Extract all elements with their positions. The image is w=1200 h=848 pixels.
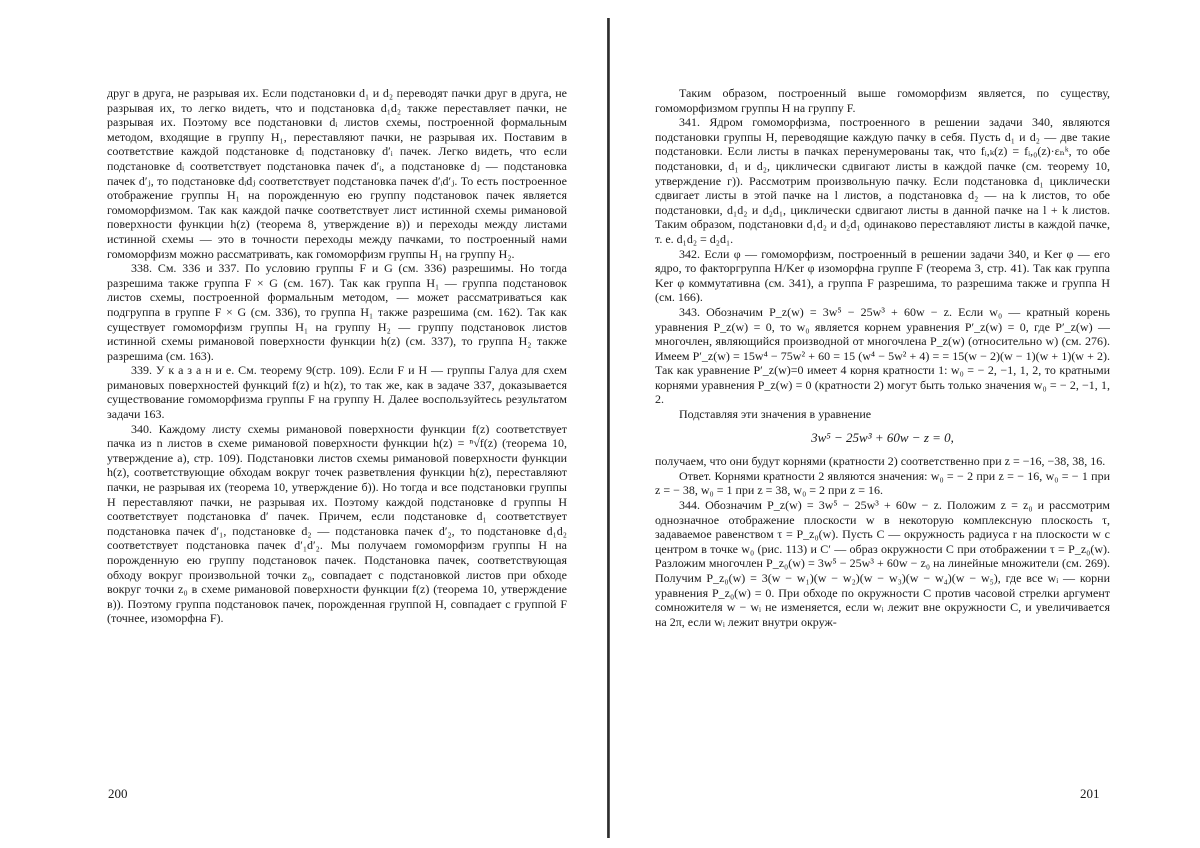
right-page-paragraph: Таким образом, построенный выше гомоморфизм является, по существу, гомоморфизмом группы H на группу F.: [655, 86, 1110, 115]
right-page: [655, 86, 1110, 826]
left-page-paragraph: 340. Каждому листу схемы римановой поверхности функции f(z) соответствует пачка из n листов в схеме римановой поверхности функции h(z) = ⁿ√f(z) (теорема 10, утверждение а), стр. 109). Подстановки листов схемы римановой поверхности функции h(z), соответствующие обходам вокруг точек разветвления функции h(z), переставляют пачки, не разрывая их (теорема 10, утверждение б)). Но тогда и все подстановки группы H переставляют пачки, не разрывая их. Поэтому каждой подстановке d группы H соответствует подстановка d′ пачек. Причем, если подстановке d₁ соответствует подстановка пачек d′₁, подстановке d₂ — подстановка пачек d′₂, то подстановке d₁d₂ соответствует подстановка пачек d′₁d′₂. Мы получаем гомоморфизм группы H на порожденную ею группу подстановок пачек. Подстановка пачек, соответствующая обходу вокруг произвольной точки z₀, совпадает с подстановкой листов при обходе вокруг точки z₀ в схеме римановой поверхности функции f(z) (теорема 10, утверждение в)). Поэтому группа подстановок пачек, порожденная группой H, совпадает с группой F (точнее, изоморфна F).: [107, 421, 567, 626]
right-page-paragraph: 342. Если φ — гомоморфизм, построенный в решении задачи 340, и Ker φ — его ядро, то факторгруппа H/Ker φ изоморфна группе F (теорема 3, стр. 41). Так как группа Ker φ коммутативна (см. 341), а группа F разрешима, то разрешима также и группа H (см. 166).: [655, 246, 1110, 305]
right-page-paragraph: 343. Обозначим P_z(w) = 3w⁵ − 25w³ + 60w − z. Если w₀ — кратный корень уравнения P_z(w) = 0, то w₀ является корнем уравнения P′_z(w) = 0, где P′_z(w) — многочлен, являющийся производной от многочлена P_z(w) (относительно w) (см. 276). Имеем P′_z(w) = 15w⁴ − 75w² + 60 = 15 (w⁴ − 5w² + 4) = = 15(w − 2)(w − 1)(w + 1)(w + 2). Так как уравнение P′_z(w)=0 имеет 4 корня кратности 1: w₀ = − 2, −1, 1, 2, то кратными корнями уравнения P_z(w) = 0 (кратности 2) могут быть только значения w₀ = − 2, −1, 1, 2.: [655, 304, 1110, 407]
left-page: [107, 86, 567, 826]
right-page-number: 201: [1080, 786, 1100, 801]
right-page-paragraph: Ответ. Корнями кратности 2 являются значения: w₀ = − 2 при z = − 16, w₀ = − 1 при z = − 38, w₀ = 1 при z = 38, w₀ = 2 при z = 16.: [655, 468, 1110, 498]
right-page-paragraph: получаем, что они будут корнями (кратности 2) соответственно при z = −16, −38, 38, 16.: [655, 454, 1106, 469]
left-page-paragraph: 338. См. 336 и 337. По условию группы F и G (см. 336) разрешимы. Но тогда разрешима также группа F × G (см. 167). Так как группа H₁ — группа подстановок листов схемы, построенной формальным методом, — может рассматриваться как подгруппа в группе F × G (см. 336), то группа H₁ также разрешима (см. 162). Так как существует гомоморфизм группы H₁ на группу H₂ — группу подстановок листов истинной схемы римановой поверхности функции h(z) (см. 337), то группа H₂ также разрешима (см. 163).: [107, 261, 567, 363]
right-page-paragraph: 3w⁵ − 25w³ + 60w − z = 0,: [811, 429, 954, 445]
left-page-paragraph: 339. У к а з а н и е. См. теорему 9(стр. 109). Если F и H — группы Галуа для схем римановых поверхностей функций f(z) и h(z), то так же, как в задаче 337, доказывается существование гомоморфизма группы F на группу H. Далее воспользуйтесь результатом задачи 163.: [107, 363, 567, 422]
book-gutter: [607, 18, 610, 838]
left-page-paragraph: друг в друга, не разрывая их. Если подстановки d₁ и d₂ переводят пачки друг в друга, не разрывая их, то легко видеть, что и подстановка d₁d₂ также переставляет пачки, не разрывая их. Поэтому все подстановки dᵢ листов схемы, построенной формальным методом, входящие в группу H₁, переставляют пачки, не разрывая их. Поставим в соответствие каждой подстановке dᵢ подстановку d′ᵢ пачек. Легко видеть, что если подстановке dᵢ соответствует подстановка пачек d′ᵢ, а подстановке dⱼ — подстановка пачек d′ⱼ, то подстановке dᵢdⱼ соответствует подстановка пачек d′ᵢd′ⱼ. То есть построенное отображение группы H₁ на порожденную ею группу подстановок пачек является гомоморфизмом. Так как каждой пачке соответствует лист истинной схемы римановой поверхности функции h(z) (теорема 8, утверждение в)) и переходы между листами истинной схемы — это в точности переходы между пачками, то построенный нами гомоморфизм можно рассматривать, как гомоморфизм группы H₁ на группу H₂.: [107, 86, 567, 261]
right-page-paragraph: 341. Ядром гомоморфизма, построенного в решении задачи 340, являются подстановки группы H, переводящие каждую пачку в себя. Пусть d₁ и d₂ — две такие подстановки. Если листы в пачках перенумерованы так, что fᵢ,ₖ(z) = fᵢ,₀(z)·εₙᵏ, то обе подстановки, d₁ и d₂, циклически сдвигают листы в каждой пачке (см. теорему 10, утверждение г)). Рассмотрим произвольную пачку. Если подстановка d₁ циклически сдвигает листы в этой пачке на l листов, а подстановка d₂ — на k листов, то обе подстановки, d₁d₂ и d₂d₁, циклически сдвигают листы в данной пачке на l + k листов. Таким образом, подстановки d₁d₂ и d₂d₁ одинаково переставляют листы в каждой пачке, т. е. d₁d₂ = d₂d₁.: [655, 115, 1110, 246]
left-page-number: 200: [108, 786, 128, 801]
right-page-paragraph: 344. Обозначим P_z(w) = 3w⁵ − 25w³ + 60w − z. Положим z = z₀ и рассмотрим однозначное отображение плоскости w в некоторую комплексную плоскость τ, задаваемое равенством τ = P_z₀(w). Пусть C — окружность радиуса r на плоскости w с центром в точке w₀ (рис. 113) и C′ — образ окружности C при отображении τ = P_z₀(w). Разложим многочлен P_z₀(w) = 3w⁵ − 25w³ + 60w − z₀ на линейные множители (см. 269). Получим P_z₀(w) = 3(w − w₁)(w − w₂)(w − w₃)(w − w₄)(w − w₅), где все wᵢ — корни уравнения P_z₀(w) = 0. При обходе по окружности C против часовой стрелки аргумент сомножителя w − wᵢ не изменяется, если wᵢ лежит вне окружности C, и увеличивается на 2π, если wᵢ лежит внутри окруж-: [655, 498, 1110, 629]
right-page-paragraph: Подставляя эти значения в уравнение: [679, 407, 872, 422]
